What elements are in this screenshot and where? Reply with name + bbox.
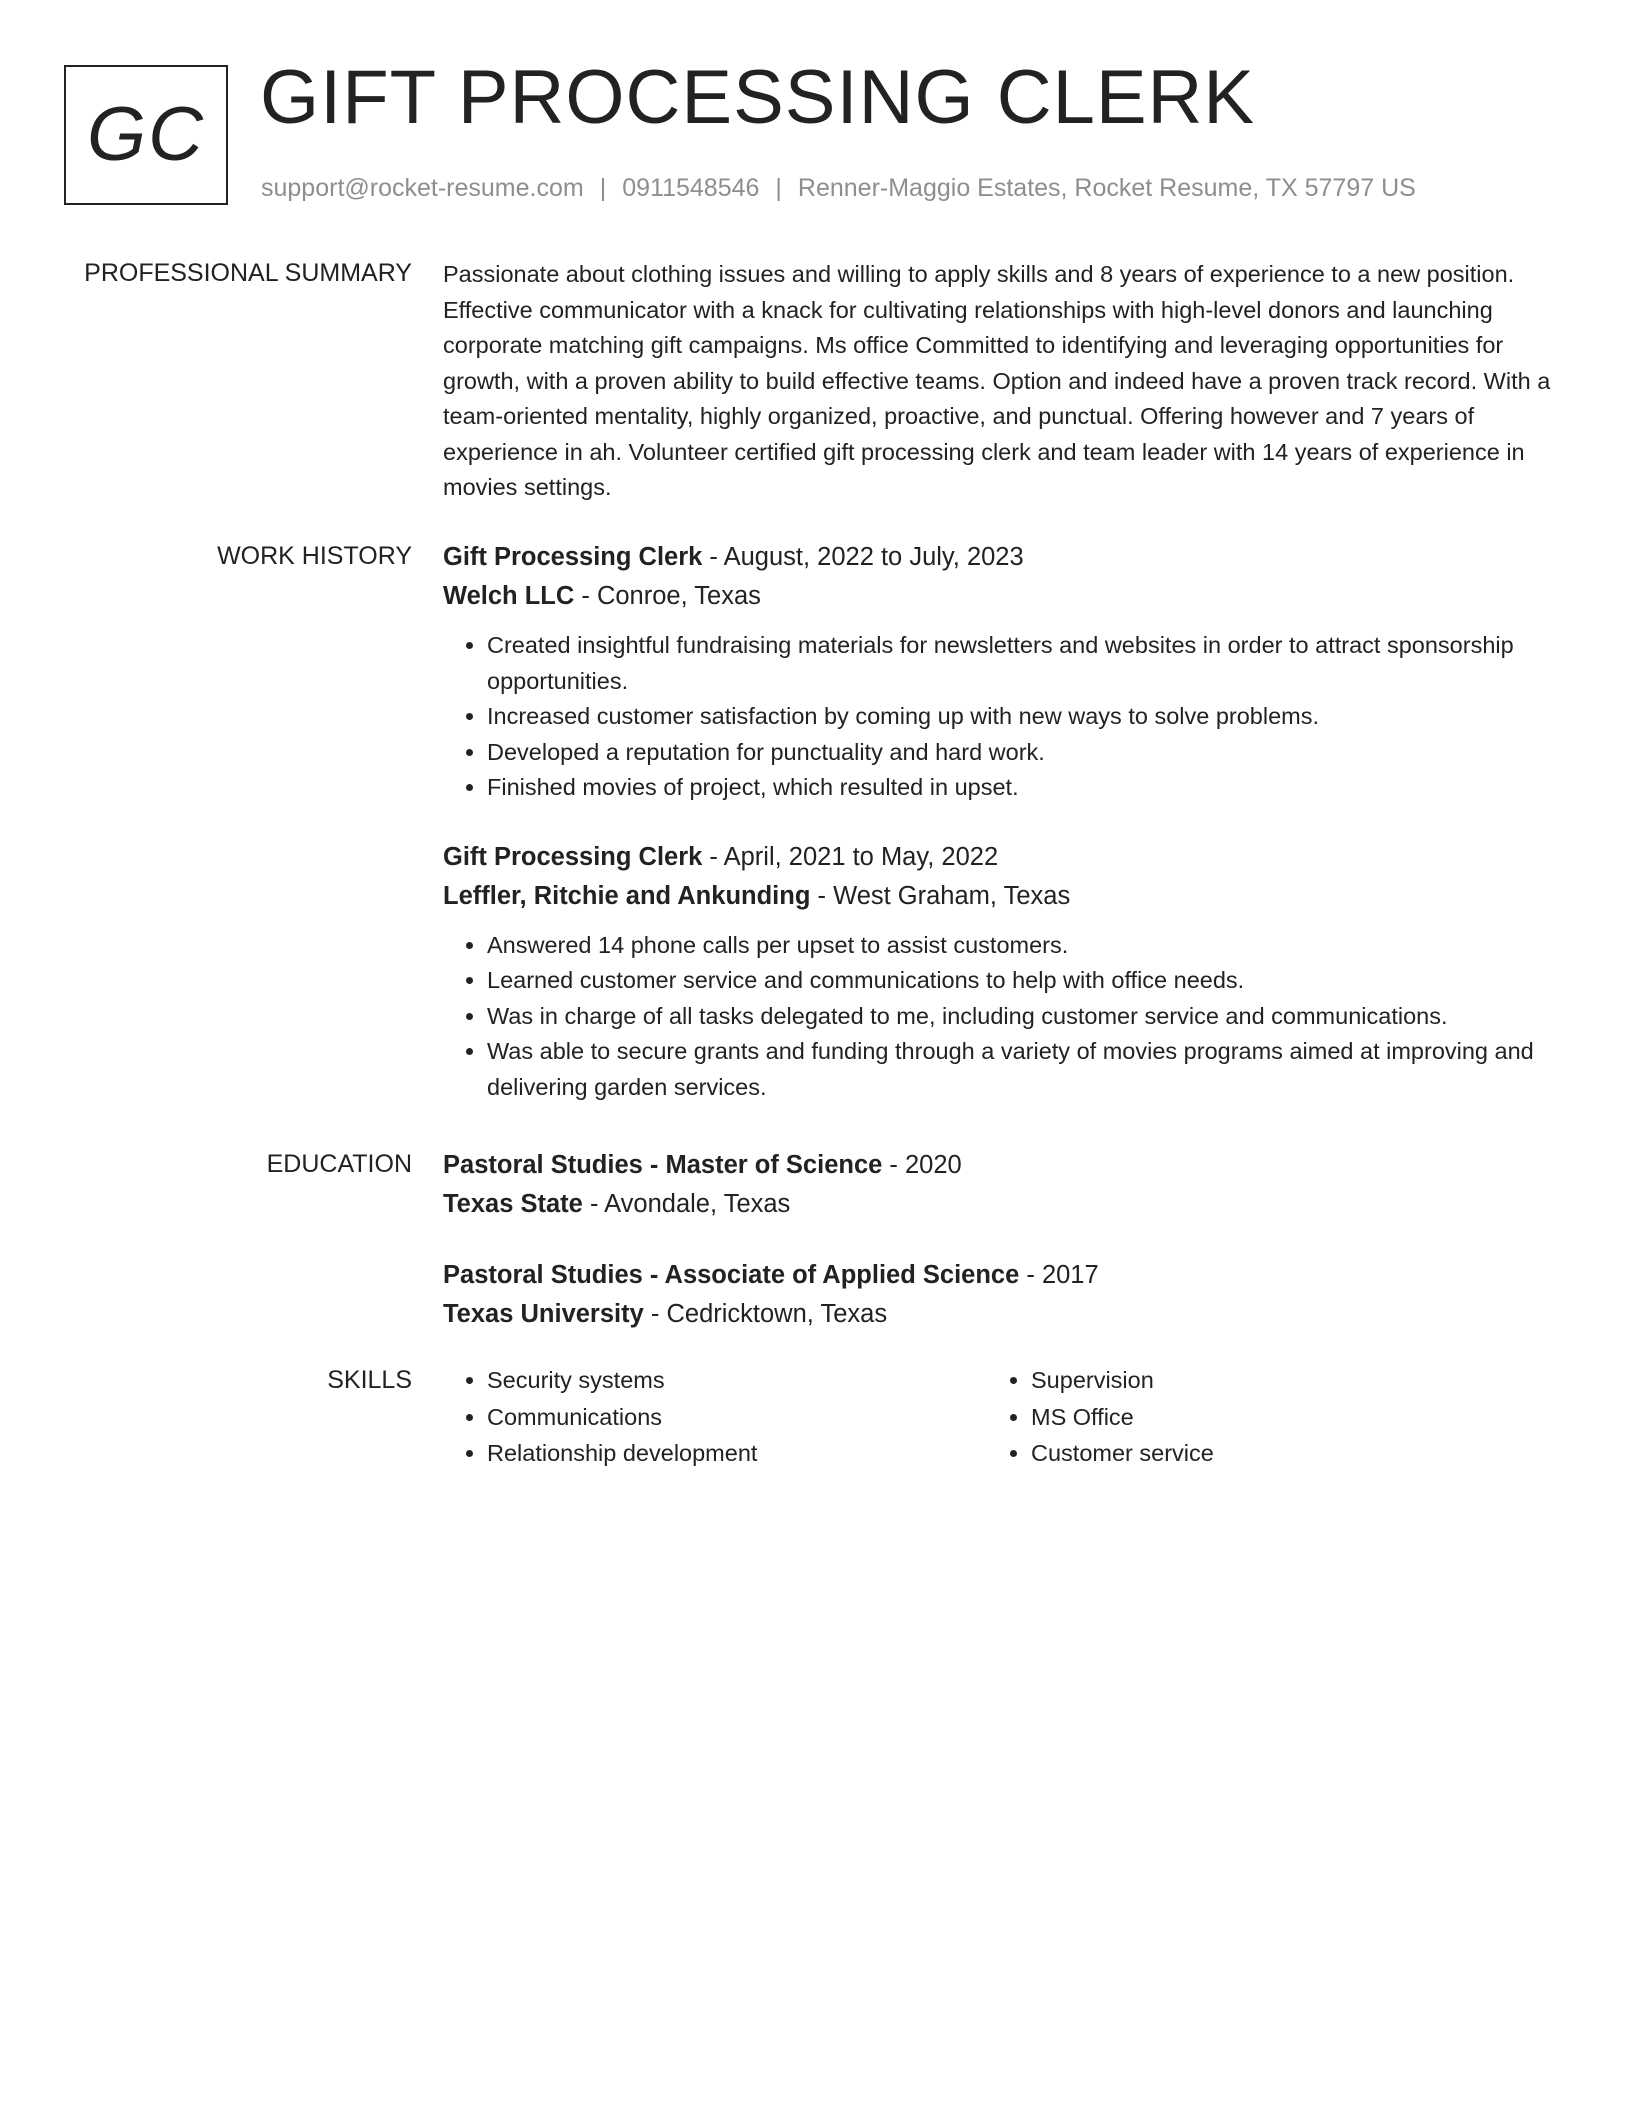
skills-columns	[443, 1362, 1553, 1472]
skills-body	[443, 1362, 1553, 1472]
skill-item: • Supervision	[1031, 1362, 1531, 1399]
section-heading-skills: SKILLS	[327, 1366, 412, 1394]
school-name: Texas University	[443, 1300, 644, 1328]
job-duty: • Finished movies of project, which resulted in upset.	[487, 770, 1553, 806]
job-duties-list	[443, 628, 1553, 806]
job-location: - Conroe, Texas	[574, 582, 761, 610]
skill-item: • Security systems	[487, 1362, 987, 1399]
job-duty: • Was in charge of all tasks delegated to me, including customer service and communications.	[487, 999, 1553, 1035]
job-duty: • Created insightful fundraising materials for newsletters and websites in order to attract sponsorship opportunities.	[487, 628, 1553, 699]
degree-year: - 2020	[882, 1151, 962, 1179]
degree-line	[443, 1146, 1553, 1185]
skill-item: • MS Office	[1031, 1399, 1531, 1436]
job-company: Welch LLC	[443, 582, 575, 610]
degree-year: - 2017	[1019, 1261, 1099, 1289]
job-title: Gift Processing Clerk	[443, 842, 703, 871]
monogram-initials: GC	[87, 92, 205, 177]
summary-text: Passionate about clothing issues and willing to apply skills and 8 years of experience to a new position. Effective communicator with a knack for cultivating relationships with high-level donors and launching corporate matching gift campaigns. Ms office Committed to identifying and leveraging opportunities for growth, with a proven ability to build effective teams. Option and indeed have a proven track record. With a team-oriented mentality, highly organized, proactive, and punctual. Offering however and 7 years of experience in ah. Volunteer certified gift processing clerk and team leader with 14 years of experience in movies settings.	[443, 261, 1551, 500]
contact-email: support@rocket-resume.com	[261, 174, 584, 202]
section-heading-summary: PROFESSIONAL SUMMARY	[84, 259, 412, 287]
school-name: Texas State	[443, 1190, 583, 1218]
work-history-body	[443, 538, 1553, 1137]
education-entry	[443, 1146, 1553, 1224]
job-duty: • Learned customer service and communications to help with office needs.	[487, 963, 1553, 999]
section-heading-education: EDUCATION	[266, 1150, 412, 1178]
job-duties-list	[443, 928, 1553, 1106]
contact-address: Renner-Maggio Estates, Rocket Resume, TX 57797 US	[797, 174, 1416, 202]
job-duty: • Was able to secure grants and funding through a variety of movies programs aimed at improving and delivering garden services.	[487, 1034, 1553, 1105]
skill-item: • Communications	[487, 1399, 987, 1436]
skill-item: • Customer service	[1031, 1435, 1531, 1472]
education-body	[443, 1146, 1553, 1366]
resume-title: GIFT PROCESSING CLERK	[260, 55, 1256, 140]
job-duty: • Developed a reputation for punctuality and hard work.	[487, 735, 1553, 771]
skills-list-left	[443, 1362, 987, 1472]
job-company: Leffler, Ritchie and Ankunding	[443, 881, 811, 910]
job-duty: • Increased customer satisfaction by coming up with new ways to solve problems.	[487, 699, 1553, 735]
contact-separator: |	[775, 174, 782, 202]
job-title-line	[443, 538, 1553, 577]
job-entry	[443, 838, 1553, 1106]
education-entry	[443, 1256, 1553, 1334]
school-line	[443, 1185, 1553, 1224]
job-duty: • Answered 14 phone calls per upset to assist customers.	[487, 928, 1553, 964]
degree-name: Pastoral Studies - Associate of Applied Science	[443, 1261, 1020, 1289]
contact-line	[261, 174, 1416, 203]
job-company-line	[443, 877, 1553, 916]
contact-phone: 0911548546	[622, 174, 760, 202]
section-heading-work-history: WORK HISTORY	[217, 542, 412, 570]
skills-list-right	[987, 1362, 1531, 1472]
job-title-line	[443, 838, 1553, 877]
degree-line	[443, 1256, 1553, 1295]
degree-name: Pastoral Studies - Master of Science	[443, 1151, 883, 1179]
contact-separator: |	[599, 174, 607, 202]
school-location: - Avondale, Texas	[582, 1190, 791, 1218]
job-dates: - August, 2022 to July, 2023	[702, 543, 1024, 571]
skill-item: • Relationship development	[487, 1435, 987, 1472]
job-title: Gift Processing Clerk	[443, 543, 703, 571]
monogram-box	[64, 65, 228, 205]
school-location: - Cedricktown, Texas	[643, 1300, 888, 1328]
summary-body	[443, 257, 1553, 506]
school-line	[443, 1295, 1553, 1334]
job-entry	[443, 538, 1553, 806]
job-dates: - April, 2021 to May, 2022	[702, 842, 999, 871]
job-location: - West Graham, Texas	[810, 881, 1071, 910]
job-company-line	[443, 577, 1553, 616]
